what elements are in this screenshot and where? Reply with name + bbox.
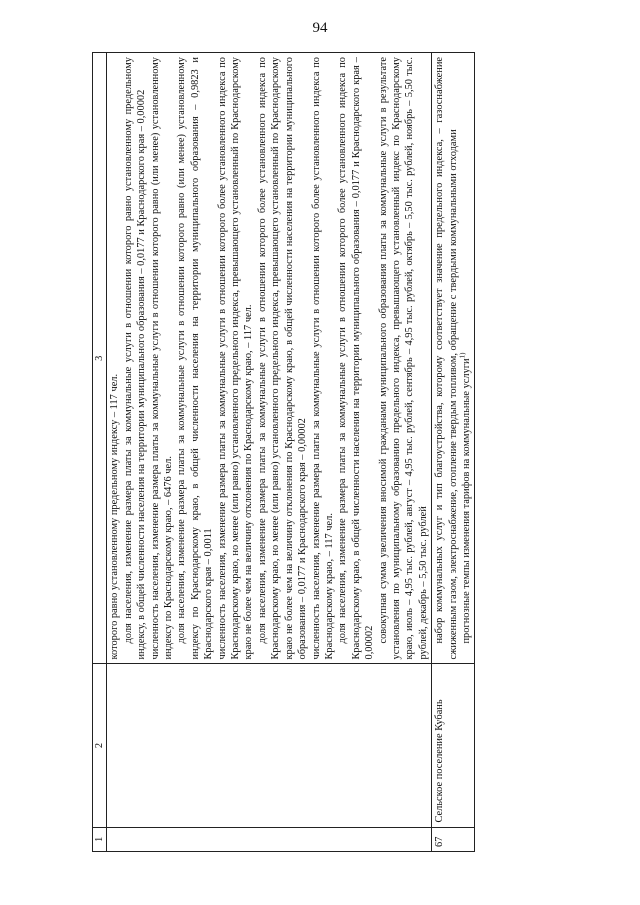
document-table xyxy=(92,52,475,852)
paragraph: численность населения, изменение размера платы за коммунальные услуги в отношении которого более установленного индекса по Краснодарскому краю, – 117 чел. xyxy=(310,57,335,660)
table-header-row xyxy=(93,53,107,852)
indicators-cell xyxy=(432,53,475,665)
header-col-3: 3 xyxy=(93,53,107,665)
settlement-name-cell: Сельское поселение Кубань xyxy=(432,664,475,827)
row-number-cell xyxy=(107,827,432,851)
settlement-name-cell xyxy=(107,664,432,827)
paragraph: которого равно установленному предельному индексу – 117 чел. xyxy=(109,373,121,660)
paragraph: доля населения, изменение размера платы за коммунальные услуги в отношении которого равно установленному предельному индексу, в общей численности населения на территории муниципального образования – 0,0177 и Краснодарского края – 0,00002 xyxy=(122,57,148,660)
rotated-table-area xyxy=(92,52,540,852)
paragraph: доля населения, изменение размера платы за коммунальные услуги в отношении которого более установленного индекса по Краснодарскому краю, но менее (или равно) установленного предельного индекса, превышающего установленный по Краснодарскому краю не более чем на величину отклонения по Краснодарскому краю, в общей численности населения на территории муниципального образования – 0,0177 и Краснодарского края – 0,00002 xyxy=(256,57,309,660)
header-col-1: 1 xyxy=(93,827,107,851)
paragraph: набор коммунальных услуг и тип благоустройства, которому соответствует значение предельного индекса, – газоснабжение сжиженным газом, электроснабжение, отопление твердым топливом, обращение с твердыми коммунальными отходами xyxy=(434,57,459,660)
paragraph-text: прогнозные темпы изменения тарифов на коммунальные услуги xyxy=(460,358,472,644)
paragraph: совокупная сумма увеличения вносимой гражданами муниципального образования платы за коммунальные услуги в результате установления по муниципальному образованию предельного индекса, превышающего установленный индекс по Краснодарскому краю, июль – 4,95 тыс. рублей, август – 4,95 тыс. рублей, сентябрь – 4,95 тыс. рублей, октябрь – 5,50 тыс. рублей, ноябрь – 5,50 тыс. рублей, декабрь – 5,50 тыс. рублей xyxy=(377,57,429,660)
header-col-2: 2 xyxy=(93,664,107,827)
paragraph: численность населения, изменение размера платы за коммунальные услуги в отношении которого равно (или менее) установленному индексу по Краснодарскому краю, – 6476 чел. xyxy=(149,57,175,660)
row-number-cell: 67 xyxy=(432,827,475,851)
paragraph: доля населения, изменение размера платы за коммунальные услуги в отношении которого равно (или менее) установленному индексу по Краснодарскому краю, в общей численности населения на территории муниципального образования – 0,9823 и Краснодарского края – 0,0011 xyxy=(176,57,215,660)
footnote-marker: 1) xyxy=(458,352,467,359)
indicators-cell xyxy=(107,53,432,665)
paragraph xyxy=(460,57,473,660)
table-row xyxy=(107,53,432,852)
rotated-table-frame xyxy=(92,52,540,852)
page-number: 94 xyxy=(312,20,328,36)
table-row xyxy=(432,53,475,852)
paragraph: численность населения, изменение размера платы за коммунальные услуги в отношении которого более установленного индекса по Краснодарскому краю, но менее (или равно) установленного предельного индекса, превышающего установленный по Краснодарскому краю не более чем на величину отклонения по Краснодарскому краю, – 117 чел. xyxy=(216,57,255,660)
paragraph: доля населения, изменение размера платы за коммунальные услуги в отношении которого более установленного индекса по Краснодарскому краю, в общей численности населения на территории муниципального образования – 0,0177 и Краснодарского края – 0,00002 xyxy=(337,57,376,660)
